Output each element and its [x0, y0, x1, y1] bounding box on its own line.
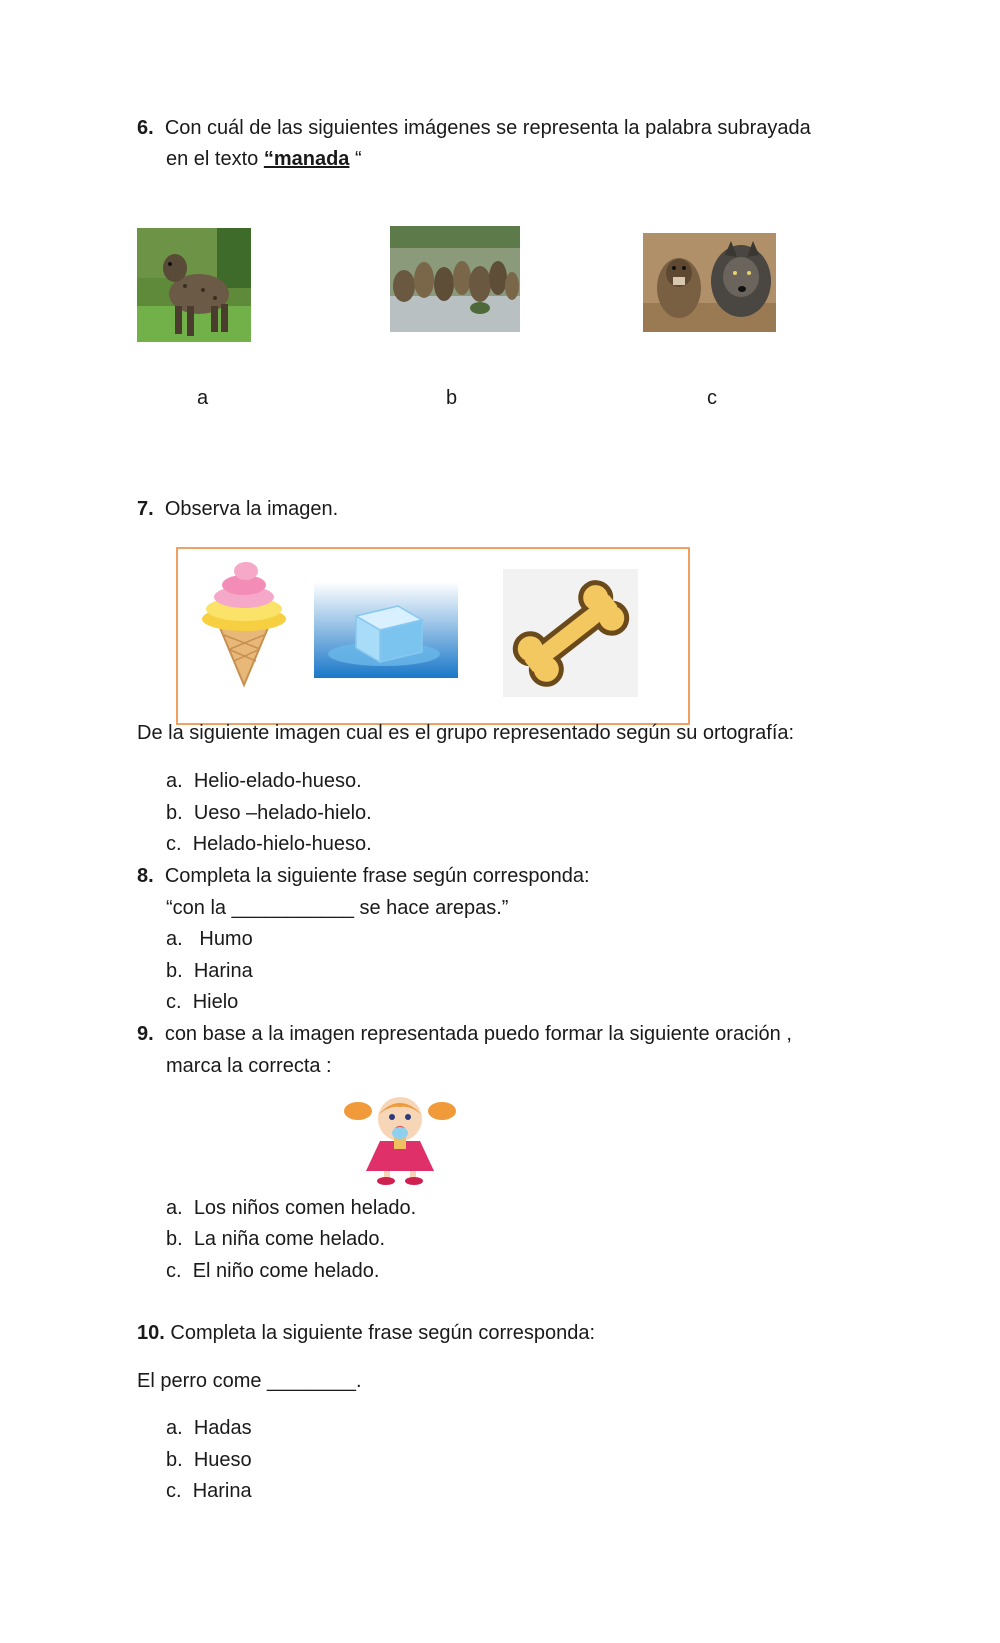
q7-option-a-text: Helio-elado-hueso.: [193, 770, 362, 792]
option-a-label: a: [197, 387, 209, 409]
q9-option-b: [166, 1227, 385, 1251]
q10-option-b-text: Hueso: [193, 1449, 252, 1471]
q8-option-b-letter: b.: [166, 960, 183, 982]
q10-number: 10.: [137, 1322, 165, 1344]
q9-option-c-text: El niño come helado.: [192, 1260, 380, 1282]
q10-option-c-text: Harina: [192, 1480, 252, 1502]
q10-sentence: El perro come ________.: [137, 1370, 362, 1392]
q7-heading: [137, 497, 338, 521]
q8-option-b-text: Harina: [193, 960, 253, 982]
option-b-label: b: [446, 387, 458, 409]
single-hyena-image: [137, 228, 251, 342]
q8-number: 8.: [137, 865, 154, 887]
q7-number: 7.: [137, 498, 154, 520]
hyena-and-wolf-image: [643, 233, 776, 332]
q6-line1: [137, 116, 811, 140]
q9-option-c-letter: c.: [166, 1260, 182, 1282]
q8-prompt: Completa la siguiente frase según corresponda:: [164, 865, 590, 887]
q10-option-c: [166, 1479, 252, 1503]
q6-line2: [166, 147, 362, 171]
q10-option-a-text: Hadas: [193, 1417, 252, 1439]
q7-option-b-text: Ueso –helado-hielo.: [193, 802, 372, 824]
q10-option-a: [166, 1416, 252, 1440]
ice-cream-image: [198, 557, 292, 689]
q7-prompt: Observa la imagen.: [164, 498, 339, 520]
q6-number: 6.: [137, 117, 154, 139]
q9-line1: [137, 1022, 792, 1046]
q9-option-a-text: Los niños comen helado.: [193, 1197, 417, 1219]
q7-option-c-letter: c.: [166, 833, 182, 855]
q7-option-a-letter: a.: [166, 770, 183, 792]
q6-text-line2-pre: en el texto: [166, 148, 264, 170]
q7-option-c: [166, 832, 372, 856]
q9-number: 9.: [137, 1023, 154, 1045]
q8-option-c-text: Hielo: [192, 991, 239, 1013]
q9-option-c: [166, 1259, 379, 1283]
q7-option-b-letter: b.: [166, 802, 183, 824]
q7-option-a: [166, 769, 362, 793]
bone-image: [503, 569, 638, 697]
q6-text-line1: Con cuál de las siguientes imágenes se representa la palabra subrayada: [164, 117, 811, 139]
hyena-pack-image: [390, 226, 520, 332]
q7-question: De la siguiente imagen cual es el grupo representado según su ortografía:: [137, 722, 795, 744]
q8-option-a-letter: a.: [166, 928, 183, 950]
q9-text-line1: con base a la imagen representada puedo formar la siguiente oración ,: [164, 1023, 792, 1045]
q7-option-c-text: Helado-hielo-hueso.: [192, 833, 372, 855]
q8-heading: [137, 864, 590, 888]
q10-prompt: Completa la siguiente frase según corresponda:: [170, 1322, 596, 1344]
q6-text-line2-post: “: [349, 148, 362, 170]
q8-option-a: [166, 927, 253, 951]
q9-line2: marca la correcta :: [166, 1055, 332, 1077]
q10-option-b-letter: b.: [166, 1449, 183, 1471]
q10-option-a-letter: a.: [166, 1417, 183, 1439]
q8-option-c: [166, 990, 238, 1014]
q9-option-b-text: La niña come helado.: [193, 1228, 386, 1250]
option-c-label: c: [707, 387, 717, 409]
q8-option-b: [166, 959, 253, 983]
girl-eating-ice-cream-image: [340, 1091, 460, 1187]
q10-option-b: [166, 1448, 252, 1472]
q8-sentence: “con la ___________ se hace arepas.”: [166, 897, 509, 919]
ice-cube-image: [314, 582, 458, 678]
q10-heading: [137, 1321, 595, 1345]
q9-option-b-letter: b.: [166, 1228, 183, 1250]
q7-option-b: [166, 801, 372, 825]
q9-option-a-letter: a.: [166, 1197, 183, 1219]
q10-option-c-letter: c.: [166, 1480, 182, 1502]
q8-option-a-text: Humo: [193, 928, 253, 950]
q9-option-a: [166, 1196, 416, 1220]
q6-underlined-word: “manada: [263, 148, 350, 170]
q8-option-c-letter: c.: [166, 991, 182, 1013]
